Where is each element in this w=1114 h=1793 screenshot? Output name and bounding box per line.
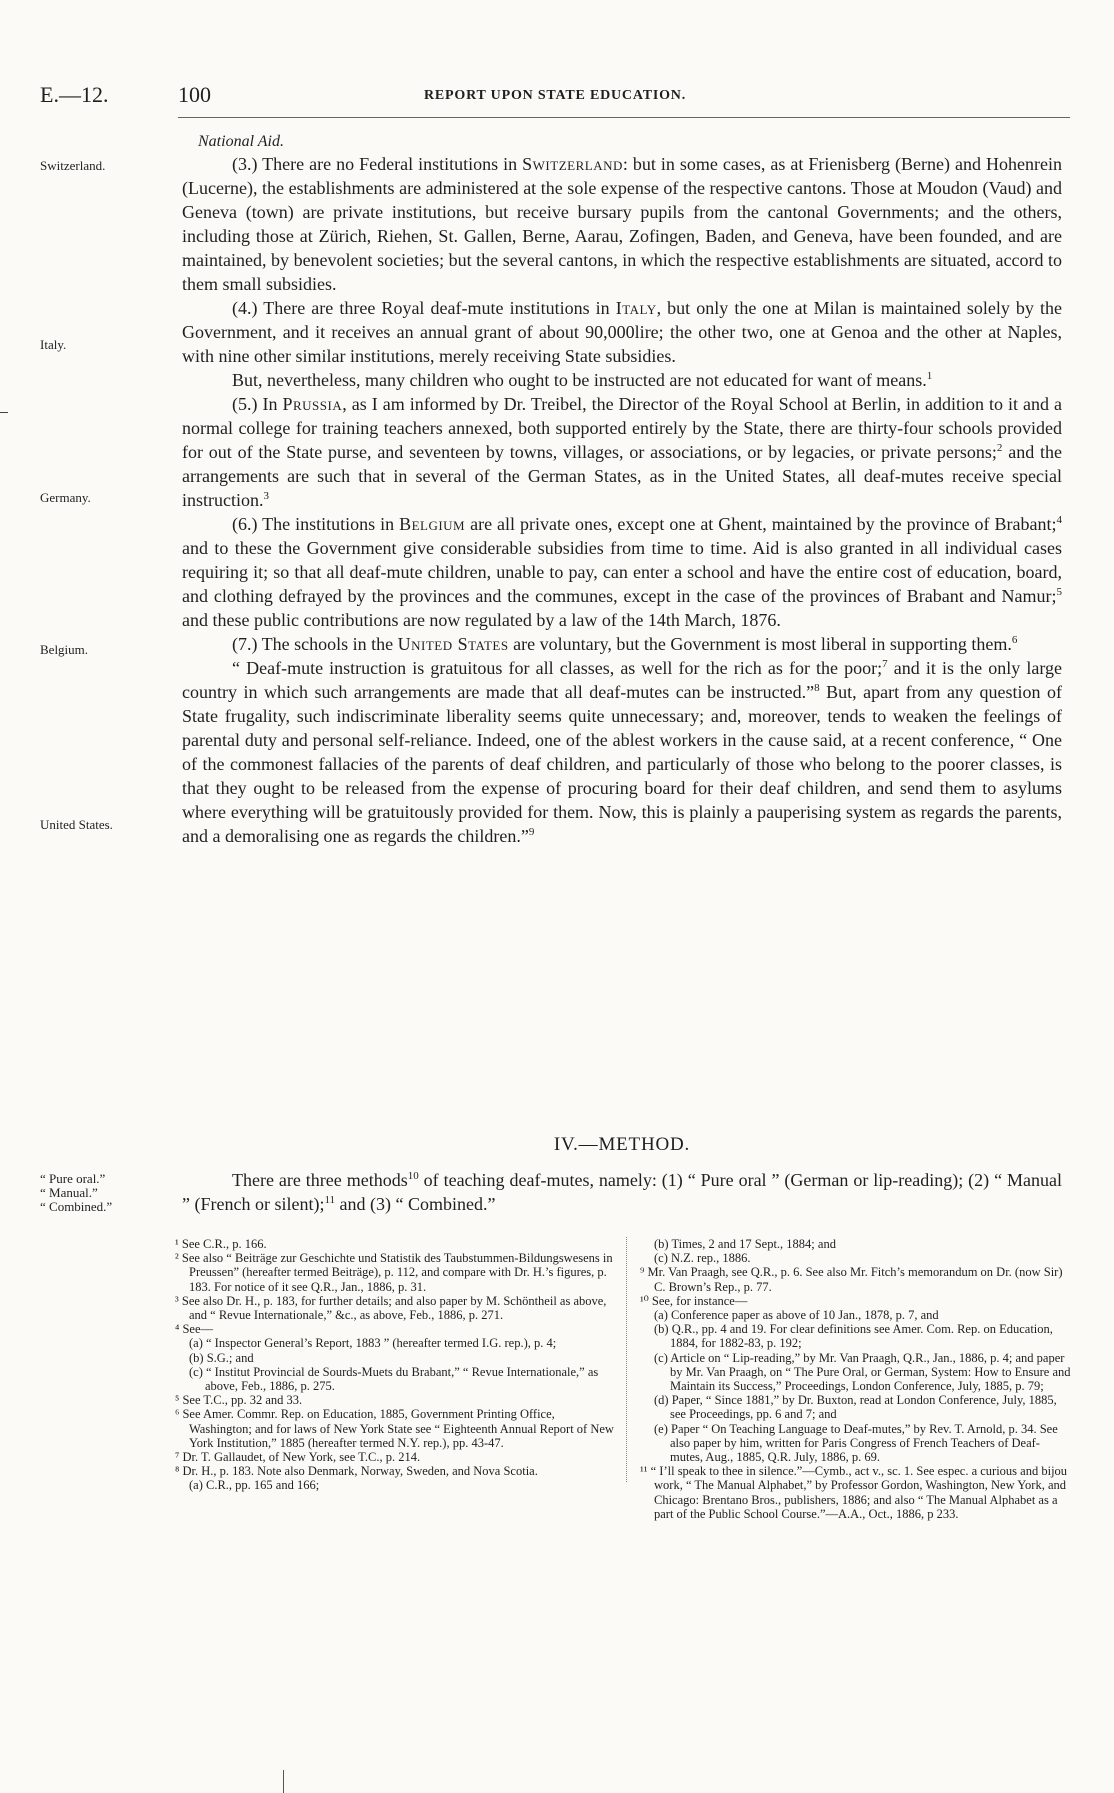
paragraph-italy-want: But, nevertheless, many children who ought to be instructed are not educated for want of means.$^1$ (232, 370, 933, 390)
margin-note-manual: “ Manual.” (40, 1185, 98, 1200)
footnote: ⁸ Dr. H., p. 183. Note also Denmark, Norway, Sweden, and Nova Scotia. (175, 1464, 538, 1479)
margin-note-united-states: United States. (40, 817, 113, 832)
footnote-divider (626, 1237, 627, 1482)
margin-note-italy: Italy. (40, 337, 67, 352)
report-reference: E.—12. (40, 82, 109, 107)
paragraph-belgium: (6.) The institutions in Belgium are all private ones, except one at Ghent, maintained by the province of Brabant;$^4$ and to these the Government give considerable subsidies from time to time. Aid is also granted in all individual cases requiring it; so that all deaf-mute children, unable to pay, can enter a school and have the entire cost of education, board, and clothing defrayed by the provinces and the communes, except in the case of the provinces of Brabant and Namur;$^5$ and these public contributions are now regulated by a law of the 14th March, 1876. (182, 514, 1063, 630)
footnote: ⁶ See Amer. Commr. Rep. on Education, 1885, Government Printing Office, Washington; and for laws of New York State see “ Eighteenth Annual Report of New York Institution,” 1885 (hereafter termed N.Y. rep.), pp. 43-47. (175, 1407, 614, 1450)
main-text (182, 132, 1062, 848)
footnote: ⁴ See— (175, 1322, 214, 1337)
footnote: ¹ See C.R., p. 166. (175, 1237, 267, 1251)
paragraph-germany: (5.) In Prussia, as I am informed by Dr. Treibel, the Director of the Royal School at Berlin, in addition to it and a normal college for training teachers annexed, both supported entirely by the State, there are thirty-four schools provided for out of the State purse, and seventeen by towns, villages, or associations, or by legacies, or private persons;$^2$ and the arrangements are such that in several of the German States, as in the United States, all deaf-mutes receive special instruction.$^3$ (182, 394, 1063, 510)
footnote: ⁹ Mr. Van Praagh, see Q.R., p. 6. See also Mr. Fitch’s memorandum on Dr. (now Sir) C. Brown’s Rep., p. 77. (640, 1265, 1063, 1294)
footnote-sub: (c) Article on “ Lip-reading,” by Mr. Van Praagh, Q.R., Jan., 1886, p. 4; and paper by Mr. Van Praagh, on “ The Pure Oral, or German, System: How to Ensure and Maintain its Success,” Proceedings, London Conference, July, 1885, p. 79; (654, 1350, 1071, 1394)
paragraph-methods: There are three methods$^{10}$ of teaching deaf-mutes, namely: (1) “ Pure oral ” (German or lip-reading); (2) “ Manual ” (French or silent);$^{11}$ and (3) “ Combined.” (182, 1170, 1062, 1214)
header-rule (178, 117, 1070, 118)
footnote: ² See also “ Beiträge zur Geschichte und Statistik des Taubstummen-Bildungswesens in Preussen” (hereafter termed Beiträge), p. 112, and compare with Dr. H.’s figures, p. 183. For notice of it see Q.R., Jan., 1886, p. 31. (175, 1251, 613, 1294)
footnote: ⁵ See T.C., pp. 32 and 33. (175, 1393, 303, 1408)
page-number: 100 (178, 82, 211, 107)
footnote-sub: (a) C.R., pp. 165 and 166; (189, 1478, 320, 1493)
footnotes-right (640, 1237, 1072, 1521)
footnote-sub: (b) Q.R., pp. 4 and 19. For clear definitions see Amer. Com. Rep. on Education, 1884, for 1882-83, p. 192; (654, 1322, 1053, 1351)
section-heading-method: IV.—METHOD. (553, 1134, 691, 1155)
margin-note-combined: “ Combined.” (40, 1199, 113, 1214)
footnote-sub: (c) N.Z. rep., 1886. (654, 1251, 751, 1266)
footnote-sub: (a) “ Inspector General’s Report, 1883 ” (hereafter termed I.G. rep.), p. 4; (189, 1336, 557, 1351)
footnote-sub: (d) Paper, “ Since 1881,” by Dr. Buxton, read at London Conference, July, 1885, see Proceedings, pp. 6 and 7; and (654, 1393, 1057, 1422)
margin-note-pure-oral: “ Pure oral.” (40, 1171, 106, 1186)
paragraph-deaf-mute-instruction: “ Deaf-mute instruction is gratuitous for all classes, as well for the rich as for the poor;$^7$ and it is the only large country in which such arrangements are made that all deaf-mutes can be instructed.”$^8$ But, apart from any question of State frugality, such indiscriminate liberality seems quite unnecessary; and, moreover, tends to weaken the feelings of parental duty and personal self-reliance. Indeed, one of the ablest workers in the cause said, at a recent conference, “ One of the commonest fallacies of the parents of deaf children, and particularly of those who belong to the poorer classes, is that they ought to be released from the expense of procuring board for their deaf children, and send them to asylums where everything will be gratuitously provided for them. Now, this is plainly a pauperising system as regards the parents, and a demoralising one as regards the children.”$^9$ (182, 658, 1063, 846)
paragraph-united-states: (7.) The schools in the United States are voluntary, but the Government is most liberal in supporting them.$^6$ (232, 634, 1018, 654)
paragraph-italy: (4.) There are three Royal deaf-mute institutions in Italy, but only the one at Milan is maintained solely by the Government, and it receives an annual grant of about 90,000lire; the other two, one at Genoa and the other at Naples, with nine other similar institutions, merely receiving State subsidies. (182, 298, 1062, 366)
section-subtitle: National Aid. (198, 133, 284, 150)
edge-mark (0, 412, 8, 413)
footnote: ⁷ Dr. T. Gallaudet, of New York, see T.C., p. 214. (175, 1450, 421, 1465)
footnote: ¹⁰ See, for instance— (640, 1293, 748, 1308)
footnote-sub: (e) Paper “ On Teaching Language to Deaf-mutes,” by Rev. T. Arnold, p. 34. See also paper by him, written for Paris Congress of French Teachers of Deaf-mutes, Aug., 1885, Q.R. July, 1886, p. 69. (654, 1421, 1058, 1465)
footnote-sub: (b) Times, 2 and 17 Sept., 1884; and (654, 1237, 836, 1251)
page-header (40, 82, 1070, 114)
paragraph-switzerland: (3.) There are no Federal institutions in Switzerland: but in some cases, as at Frienisberg (Berne) and Hohenrein (Lucerne), the establishments are administered at the sole expense of the respective cantons. Those at Moudon (Vaud) and Geneva (town) are private institutions, but receive bursary pupils from the cantonal Governments; and the others, including those at Zürich, Riehen, St. Gallen, Berne, Aarau, Zofingen, Baden, and Geneva, have been founded, and are maintained, by benevolent societies; but the several cantons, in which the respective establishments are situated, accord to them small subsidies. (182, 154, 1062, 294)
footnote-sub: (c) “ Institut Provincial de Sourds-Muets du Brabant,” “ Revue Internationale,” as above, Feb., 1886, p. 275. (189, 1364, 599, 1394)
margin-note-belgium: Belgium. (40, 642, 89, 657)
running-title: REPORT UPON STATE EDUCATION. (423, 88, 686, 103)
footnote-sub: (b) S.G.; and (189, 1350, 254, 1365)
margin-note-switzerland: Switzerland. (40, 158, 106, 173)
binding-mark (283, 1770, 284, 1793)
footnote: ¹¹ “ I’ll speak to thee in silence.”—Cymb., act v., sc. 1. See espec. a curious and bijou work, “ The Manual Alphabet,” by Professor Gordon, Washington, New York, and Chicago: Brentano Bros., publishers, 1886; and also “ The Manual Alphabet as a part of the Public School Course.”—A.A., Oct., 1886, p 233. (640, 1464, 1068, 1521)
margin-note-germany: Germany. (40, 490, 91, 505)
footnotes-left (175, 1237, 615, 1493)
footnote-sub: (a) Conference paper as above of 10 Jan., 1878, p. 7, and (654, 1308, 939, 1323)
margin-note-methods (40, 1172, 175, 1214)
method-text (182, 1168, 1062, 1216)
footnote: ³ See also Dr. H., p. 183, for further details; and also paper by M. Schöntheil as above, and “ Revue Internationale,” &c., as above, Feb., 1886, p. 271. (175, 1293, 607, 1323)
